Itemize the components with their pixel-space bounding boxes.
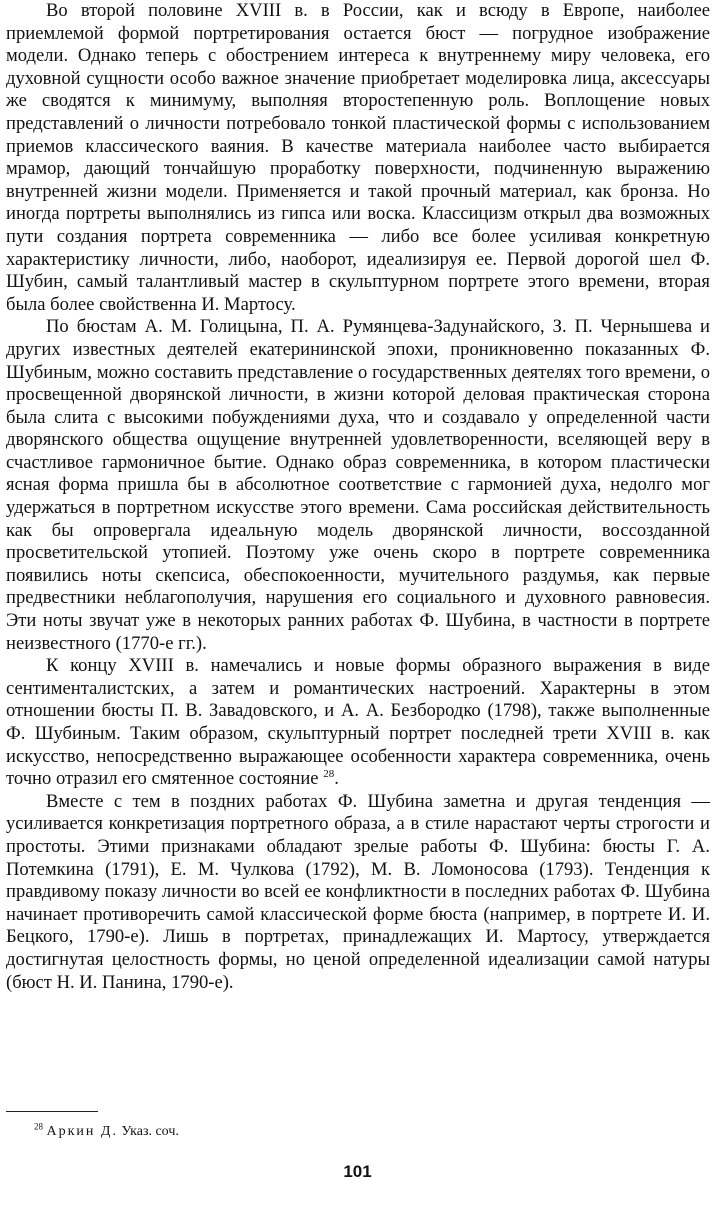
paragraph-3: К концу XVIII в. намечались и новые формы образного выражения в виде сентименталистских, а затем и романтических настроений. Характерны в этом отношении бюсты П. В. Завадовского, и А. А. Безбородко (1798), также выполненные Ф. Шубиным. Таким образом, скульптурный портрет последней трети XVIII в. как искусство, непосредственно выражающее особенности характера современника, очень точно отразил его смятенное состояние $^{28}$. <box>6 655 710 790</box>
paragraph-3-text: К концу XVIII в. намечались и новые формы образного выражения в виде сентименталистских, а затем и романтических настроений. Характерны в этом отношении бюсты П. В. Завадовского, и А. А. Безбородко (1798), также выполненные Ф. Шубиным. Таким образом, скульптурный портрет последней трети XVIII в. как искусство, непосредственно выражающее особенности характера современника, очень точно отразил его смятенное состояние <box>6 655 710 790</box>
footnote-author: Аркин Д. <box>46 1124 118 1139</box>
paragraph-2: По бюстам А. М. Голицына, П. А. Румянцева-Задунайского, З. П. Чернышева и других известных деятелей екатерининской эпохи, проникновенно показанных Ф. Шубиным, можно составить представление о государственных деятелях того времени, о просвещенной дворянской личности, в жизни которой деловая практическая сторона была слита с высокими побуждениями духа, что и создавало у определенной части дворянского общества ощущение внутренней удовлетворенности, вселяющей веру в счастливое гармоничное бытие. Однако образ современника, в котором пластически ясная форма пришла бы в абсолютное соответствие с гармонией духа, недолго мог удержаться в портретном искусстве этого времени. Сама российская действительность как бы опровергала идеальную модель дворянской личности, воссозданной просветительской утопией. Поэтому уже очень скоро в портрете современника появились ноты скепсиса, обеспокоенности, мучительного раздумья, как первые предвестники неблагополучия, нарушения его социального и духовного равновесия. Эти ноты звучат уже в некоторых ранних работах Ф. Шубина, в частности в портрете неизвестного (1770-е гг.). <box>6 316 710 654</box>
page-body <box>6 0 710 994</box>
footnote-text: Указ. соч. <box>121 1124 179 1139</box>
paragraph-4: Вместе с тем в поздних работах Ф. Шубина заметна и другая тенденция — усиливается конкретизация портретного образа, а в стиле нарастают черты строгости и простоты. Этими признаками обладают зрелые работы Ф. Шубина: бюсты Г. А. Потемкина (1791), Е. М. Чулкова (1792), М. В. Ломоносова (1793). Тенденция к правдивому показу личности во всей ее конфликтности в последних работах Ф. Шубина начинает противоречить самой классической форме бюста (например, в портрете И. И. Бецкого, 1790-е). Лишь в портретах, принадлежащих И. Мартосу, утверждается достигнутая целостность формы, но ценой определенной идеализации самой натуры (бюст Н. И. Панина, 1790-е). <box>6 790 710 993</box>
footnote-reference: 28 <box>323 768 335 780</box>
footnote <box>34 1123 179 1141</box>
page-number: 101 <box>343 1162 372 1181</box>
paragraph-1: Во второй половине XVIII в. в России, как и всюду в Европе, наиболее приемлемой формой портретирования остается бюст — погрудное изображение модели. Однако теперь с обострением интереса к внутреннему миру человека, его духовной сущности особо важное значение приобретает моделировка лица, аксессуары же сводятся к минимуму, выполняя второстепенную роль. Воплощение новых представлений о личности потребовало тонкой пластической формы с использованием приемов классического ваяния. В качестве материала наиболее часто выбирается мрамор, дающий тончайшую проработку поверхности, подчиненную выражению внутренней жизни модели. Применяется и такой прочный материал, как бронза. Но иногда портреты выполнялись из гипса или воска. Классицизм открыл два возможных пути создания портрета современника — либо все более усиливая конкретную характеристику личности, либо, наоборот, идеализируя ее. Первой дорогой шел Ф. Шубин, самый талантливый мастер в скульптурном портрете этого времени, вторая была более свойственна И. Мартосу. <box>6 0 710 315</box>
footnote-number: 28 <box>34 1121 43 1132</box>
footnote-divider <box>6 1111 98 1112</box>
